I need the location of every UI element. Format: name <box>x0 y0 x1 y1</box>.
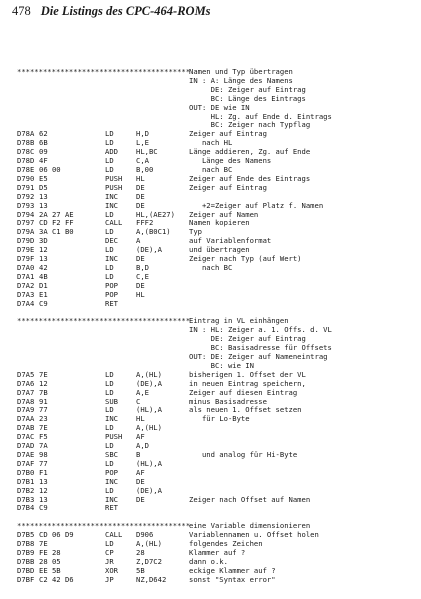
listing-line <box>17 576 417 585</box>
opcode-bytes: 42 <box>39 262 48 272</box>
mnemonic: XOR <box>105 565 118 575</box>
address: D7B0 <box>17 467 35 477</box>
address: D791 <box>17 182 35 192</box>
address: **************************************** <box>17 521 191 531</box>
opcode-bytes: 13 <box>39 200 48 210</box>
opcode-bytes: 91 <box>39 396 48 406</box>
mnemonic: LD <box>105 138 114 148</box>
address: D7A5 <box>17 369 35 379</box>
address: D7AE <box>17 449 35 459</box>
opcode-bytes: 13 <box>39 476 48 486</box>
comment: Zeiger auf Namen <box>189 209 259 219</box>
mnemonic: CP <box>105 547 114 557</box>
listing-line <box>17 273 417 282</box>
comment: OUT: DE wie IN <box>189 102 250 112</box>
comment: als neuen 1. Offset setzen <box>189 405 302 415</box>
opcode-bytes: E5 <box>39 173 48 183</box>
comment: Klammer auf ? <box>189 547 246 557</box>
comment: eckige Klammer auf ? <box>189 565 276 575</box>
operand: A,(B0C1) <box>136 227 171 237</box>
operand: L,E <box>136 138 149 148</box>
address: D7AB <box>17 423 35 433</box>
operand: HL <box>136 289 145 299</box>
opcode-bytes: CD 06 D9 <box>39 530 74 540</box>
listing-line <box>17 184 417 193</box>
comment: minus Basisadresse <box>189 396 267 406</box>
mnemonic: CALL <box>105 218 123 228</box>
operand: (DE),A <box>136 378 162 388</box>
page-number: 478 <box>12 4 31 18</box>
address: D7A4 <box>17 298 35 308</box>
mnemonic: LD <box>105 441 114 451</box>
comment: Länge des Namens <box>189 156 272 166</box>
opcode-bytes: 4B <box>39 271 48 281</box>
opcode-bytes: 09 <box>39 147 48 157</box>
comment: Typ <box>189 227 202 237</box>
operand: A,(HL) <box>136 539 162 549</box>
opcode-bytes: 7A <box>39 441 48 451</box>
comment: HL: Zg. auf Ende d. Eintrags <box>189 111 332 121</box>
comment: nach BC <box>189 164 233 174</box>
listing-line <box>17 451 417 460</box>
operand: HL <box>136 414 145 424</box>
opcode-bytes: 4F <box>39 156 48 166</box>
comment: Zeiger auf Eintrag <box>189 129 267 139</box>
comment: für Lo-Byte <box>189 414 250 424</box>
operand: (DE),A <box>136 485 162 495</box>
address: D7A6 <box>17 378 35 388</box>
operand: C,E <box>136 271 149 281</box>
operand: 28 <box>136 547 145 557</box>
comment: Zeiger nach Offset auf Namen <box>189 494 311 504</box>
address: D79F <box>17 254 35 264</box>
comment: Zeiger nach Typ (auf Wert) <box>189 254 302 264</box>
mnemonic: LD <box>105 458 114 468</box>
operand: B <box>136 449 141 459</box>
mnemonic: RET <box>105 298 118 308</box>
comment: Namen kopieren <box>189 218 250 228</box>
operand: (HL),A <box>136 458 162 468</box>
opcode-bytes: CD F2 FF <box>39 218 74 228</box>
address: D790 <box>17 173 35 183</box>
page-header <box>12 4 412 24</box>
mnemonic: INC <box>105 494 118 504</box>
mnemonic: LD <box>105 539 114 549</box>
comment: dann o.k. <box>189 556 228 566</box>
opcode-bytes: 3A C1 B0 <box>39 227 74 237</box>
mnemonic: LD <box>105 262 114 272</box>
operand: DE <box>136 182 145 192</box>
address: D7B5 <box>17 530 35 540</box>
listing-line <box>17 504 417 513</box>
comment: und analog für Hi-Byte <box>189 449 298 459</box>
comment: IN : HL: Zeiger a. 1. Offs. d. VL <box>189 325 332 335</box>
listing-line <box>17 469 417 478</box>
mnemonic: LD <box>105 156 114 166</box>
mnemonic: RET <box>105 503 118 513</box>
operand: A <box>136 236 141 246</box>
mnemonic: DEC <box>105 236 118 246</box>
operand: A,D <box>136 441 149 451</box>
listing-line <box>17 300 417 309</box>
mnemonic: INC <box>105 476 118 486</box>
comment: nach BC <box>189 262 233 272</box>
operand: AF <box>136 467 145 477</box>
mnemonic: INC <box>105 191 118 201</box>
comment: BC: Zeiger nach Typflag <box>189 120 311 130</box>
opcode-bytes: 12 <box>39 245 48 255</box>
operand: D906 <box>136 530 154 540</box>
operand: C,A <box>136 156 149 166</box>
address: D79E <box>17 245 35 255</box>
operand: A,(HL) <box>136 369 162 379</box>
mnemonic: INC <box>105 254 118 264</box>
comment: IN : A: Länge des Namens <box>189 75 293 85</box>
address: D7A7 <box>17 387 35 397</box>
comment: Eintrag in VL einhängen <box>189 316 289 326</box>
mnemonic: POP <box>105 280 118 290</box>
opcode-bytes: 12 <box>39 378 48 388</box>
listing-line <box>17 433 417 442</box>
operand: B,D <box>136 262 149 272</box>
address: D7A1 <box>17 271 35 281</box>
comment: DE: Zeiger auf Eintrag <box>189 84 306 94</box>
comment: Namen und Typ übertragen <box>189 67 293 76</box>
address: **************************************** <box>17 67 191 76</box>
mnemonic: INC <box>105 200 118 210</box>
opcode-bytes: C2 42 D6 <box>39 574 74 584</box>
address: D7A9 <box>17 405 35 415</box>
opcode-bytes: C9 <box>39 503 48 513</box>
listing-line <box>17 264 417 273</box>
mnemonic: LD <box>105 369 114 379</box>
opcode-bytes: 77 <box>39 458 48 468</box>
operand: DE <box>136 280 145 290</box>
operand: NZ,D642 <box>136 574 167 584</box>
mnemonic: POP <box>105 289 118 299</box>
mnemonic: POP <box>105 467 118 477</box>
listing-line <box>17 291 417 300</box>
address: D7B2 <box>17 485 35 495</box>
mnemonic: LD <box>105 423 114 433</box>
opcode-bytes: 3D <box>39 236 48 246</box>
opcode-bytes: E1 <box>39 289 48 299</box>
address: D79A <box>17 227 35 237</box>
mnemonic: LD <box>105 271 114 281</box>
mnemonic: LD <box>105 129 114 139</box>
operand: DE <box>136 476 145 486</box>
mnemonic: LD <box>105 209 114 219</box>
address: D78C <box>17 147 35 157</box>
opcode-bytes: 77 <box>39 405 48 415</box>
address: D7A2 <box>17 280 35 290</box>
comment: eine Variable dimensionieren <box>189 521 311 531</box>
address: D793 <box>17 200 35 210</box>
address: D7A3 <box>17 289 35 299</box>
operand: AF <box>136 432 145 442</box>
listing-line <box>17 219 417 228</box>
operand: HL,BC <box>136 147 158 157</box>
operand: DE <box>136 254 145 264</box>
comment: und übertragen <box>189 245 250 255</box>
mnemonic: INC <box>105 414 118 424</box>
operand: A,E <box>136 387 149 397</box>
mnemonic: PUSH <box>105 173 123 183</box>
address: D794 <box>17 209 35 219</box>
operand: B,00 <box>136 164 154 174</box>
comment: Zeiger auf Eintrag <box>189 182 267 192</box>
listing-line <box>17 415 417 424</box>
address: D792 <box>17 191 35 201</box>
address: D7AD <box>17 441 35 451</box>
address: D7B3 <box>17 494 35 504</box>
comment: BC: Länge des Eintrags <box>189 93 306 103</box>
comment: Zeiger auf Ende des Eintrags <box>189 173 311 183</box>
address: D7AC <box>17 432 35 442</box>
opcode-bytes: 13 <box>39 191 48 201</box>
mnemonic: LD <box>105 405 114 415</box>
comment: in neuen Eintrag speichern, <box>189 378 306 388</box>
operand: (DE),A <box>136 245 162 255</box>
comment: bisherigen 1. Offset der VL <box>189 369 306 379</box>
opcode-bytes: 2A 27 AE <box>39 209 74 219</box>
operand: (HL),A <box>136 405 162 415</box>
opcode-bytes: 7E <box>39 423 48 433</box>
listing-line <box>17 282 417 291</box>
mnemonic: CALL <box>105 530 123 540</box>
comment: Zeiger auf diesen Eintrag <box>189 387 298 397</box>
mnemonic: JP <box>105 574 114 584</box>
mnemonic: LD <box>105 164 114 174</box>
address: D7BF <box>17 574 35 584</box>
operand: DE <box>136 191 145 201</box>
mnemonic: LD <box>105 387 114 397</box>
comment: BC: Basisadresse für Offsets <box>189 343 332 353</box>
comment: BC: wie IN <box>189 360 254 370</box>
operand: H,D <box>136 129 149 139</box>
opcode-bytes: D5 <box>39 182 48 192</box>
mnemonic: SUB <box>105 396 118 406</box>
mnemonic: PUSH <box>105 432 123 442</box>
opcode-bytes: D1 <box>39 280 48 290</box>
comment: +2=Zeiger auf Platz f. Namen <box>189 200 324 210</box>
address: D7A8 <box>17 396 35 406</box>
listing-line <box>17 478 417 487</box>
address: D7AA <box>17 414 35 424</box>
operand: DE <box>136 494 145 504</box>
address: D78E <box>17 164 35 174</box>
address: D7B8 <box>17 539 35 549</box>
opcode-bytes: 13 <box>39 494 48 504</box>
comment: sonst "Syntax error" <box>189 574 276 584</box>
mnemonic: LD <box>105 485 114 495</box>
address: D78B <box>17 138 35 148</box>
mnemonic: LD <box>105 378 114 388</box>
address: D7B9 <box>17 547 35 557</box>
comment: DE: Zeiger auf Eintrag <box>189 334 306 344</box>
opcode-bytes: 62 <box>39 129 48 139</box>
address: D7BD <box>17 565 35 575</box>
operand: A,(HL) <box>136 423 162 433</box>
opcode-bytes: 23 <box>39 414 48 424</box>
operand: HL,(AE27) <box>136 209 175 219</box>
page-title: Die Listings des CPC-464-ROMs <box>40 4 211 18</box>
listing-line <box>17 424 417 433</box>
address: D7AF <box>17 458 35 468</box>
address: **************************************** <box>17 316 191 326</box>
opcode-bytes: 6B <box>39 138 48 148</box>
operand: C <box>136 396 141 406</box>
mnemonic: LD <box>105 227 114 237</box>
comment: nach HL <box>189 138 233 148</box>
operand: DE <box>136 200 145 210</box>
mnemonic: JR <box>105 556 114 566</box>
opcode-bytes: 7B <box>39 387 48 397</box>
mnemonic: SBC <box>105 449 118 459</box>
address: D79D <box>17 236 35 246</box>
address: D7A0 <box>17 262 35 272</box>
opcode-bytes: 12 <box>39 485 48 495</box>
operand: FFF2 <box>136 218 154 228</box>
address: D7B1 <box>17 476 35 486</box>
opcode-bytes: 28 05 <box>39 556 61 566</box>
mnemonic: PUSH <box>105 182 123 192</box>
comment: auf Variablenformat <box>189 236 272 246</box>
operand: HL <box>136 173 145 183</box>
opcode-bytes: 06 00 <box>39 164 61 174</box>
opcode-bytes: F5 <box>39 432 48 442</box>
comment: Variablennamen u. Offset holen <box>189 530 319 540</box>
comment: folgendes Zeichen <box>189 539 263 549</box>
opcode-bytes: EE 5B <box>39 565 61 575</box>
comment: OUT: DE: Zeiger auf Nameneintrag <box>189 352 328 361</box>
address: D7BB <box>17 556 35 566</box>
opcode-bytes: F1 <box>39 467 48 477</box>
opcode-bytes: 7E <box>39 369 48 379</box>
address: D797 <box>17 218 35 228</box>
mnemonic: LD <box>105 245 114 255</box>
operand: Z,D7C2 <box>136 556 162 566</box>
opcode-bytes: FE 28 <box>39 547 61 557</box>
address: D78A <box>17 129 35 139</box>
listing-line <box>17 460 417 469</box>
comment: Länge addieren, Zg. auf Ende <box>189 147 311 157</box>
operand: 5B <box>136 565 145 575</box>
opcode-bytes: C9 <box>39 298 48 308</box>
mnemonic: ADD <box>105 147 118 157</box>
opcode-bytes: 98 <box>39 449 48 459</box>
assembly-listing <box>17 68 417 585</box>
address: D7B4 <box>17 503 35 513</box>
opcode-bytes: 13 <box>39 254 48 264</box>
listing-line <box>17 496 417 505</box>
address: D78D <box>17 156 35 166</box>
opcode-bytes: 7E <box>39 539 48 549</box>
